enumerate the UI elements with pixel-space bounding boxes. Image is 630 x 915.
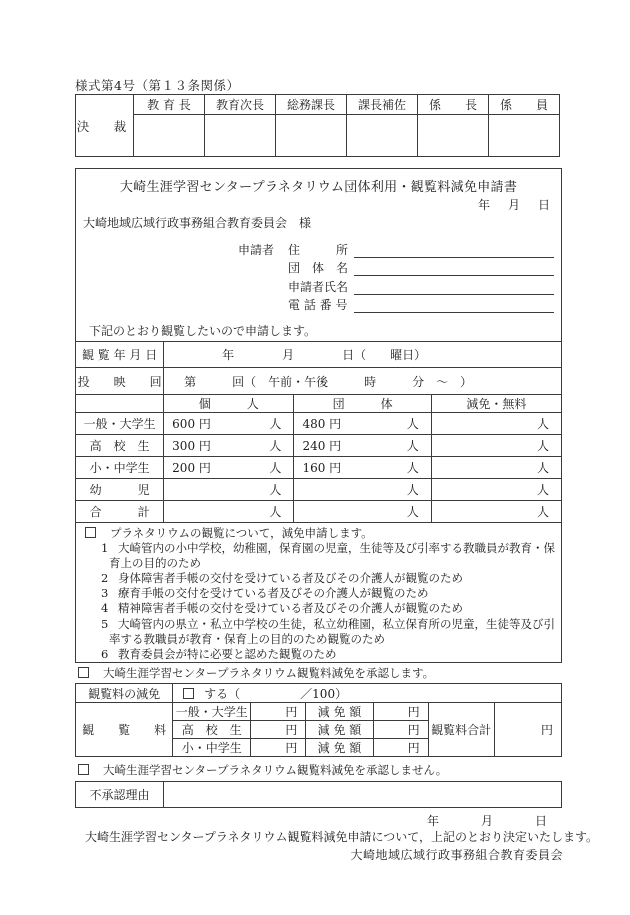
approval-sign-cell[interactable]: [347, 115, 418, 157]
group-name-label: 団 体 名: [288, 261, 349, 275]
unit-price: 600 円: [172, 417, 211, 431]
reason-text: 精神障害者手帳の交付を受けている者及びその介護人が観覧のため: [118, 601, 463, 616]
approval-sign-cell[interactable]: [418, 115, 489, 157]
applicant-prefix-label: 申請者: [238, 242, 275, 257]
viewing-date-row: [76, 342, 562, 368]
reduction-option-text: する（ ／100）: [204, 686, 348, 701]
screening-session-label: 投 映 回: [76, 368, 164, 395]
viewing-date-label: 観 覧 年 月 日: [76, 342, 164, 368]
unit-price: 200 円: [172, 461, 211, 475]
count-cell[interactable]: 人: [164, 501, 294, 523]
unit-price: 160 円: [302, 461, 342, 475]
reason-text: 大崎管内の小中学校，幼稚園，保育園の児童，生徒等及び引率する教職員が教育・保育上の目的のため: [109, 541, 555, 571]
disapproval-reason-table: [75, 781, 562, 808]
deduction-amount-cell[interactable]: 円: [373, 703, 428, 721]
applicant-group-row: [76, 258, 561, 277]
decision-date-line: 年 月 日: [426, 814, 553, 828]
page-title: 大崎生涯学習センタープラネタリウム団体利用・観覧料減免申請書: [119, 180, 518, 195]
approval-col-assistant: 課長補佐: [347, 95, 418, 115]
address-label: 住 所: [288, 242, 349, 257]
exemption-reason-item: [76, 541, 555, 571]
reason-number: 1: [101, 541, 109, 556]
price-row-adult: [76, 413, 562, 435]
exemption-reason-item: [76, 647, 555, 662]
committee-signature: 大崎地域広域行政事務組合教育委員会: [350, 848, 563, 862]
phone-blank-field[interactable]: [354, 298, 554, 313]
applicant-name-row: [76, 276, 561, 295]
approval-row-label: 決 裁: [76, 95, 134, 157]
approval-sign-cell[interactable]: [205, 115, 276, 157]
applicant-name-label: 申請者氏名: [288, 279, 349, 294]
phone-label: 電 話 番 号: [288, 298, 348, 312]
checkbox-icon[interactable]: [85, 527, 96, 538]
reason-number: 4: [101, 601, 109, 616]
exemption-reason-item: [76, 571, 555, 586]
person-unit: 人: [406, 417, 419, 431]
reason-text: 教育委員会が特に必要と認めた観覧のため: [118, 646, 337, 661]
reason-number: 3: [101, 586, 109, 601]
fee-row-adult: [76, 703, 562, 721]
viewing-fee-label: 観 覧 料: [76, 703, 173, 757]
reason-number: 2: [101, 571, 109, 586]
unit-price: 300 円: [172, 439, 211, 453]
price-row-label: 合 計: [76, 501, 164, 523]
person-unit: 人: [269, 461, 282, 475]
reduction-option-cell: [173, 684, 562, 703]
fee-total-label: 観覧料合計: [428, 703, 494, 757]
approval-sign-cell[interactable]: [276, 115, 347, 157]
count-cell[interactable]: 人: [164, 479, 294, 501]
approval-col-deputy: 教育次長: [205, 95, 276, 115]
fee-category-label: 一般・大学生: [173, 703, 251, 721]
applicant-name-blank-field[interactable]: [354, 280, 554, 295]
fee-amount-cell[interactable]: 円: [251, 703, 306, 721]
reduction-row-label: 観覧料の減免: [76, 684, 173, 703]
reason-text: 療育手帳の交付を受けている者及びその介護人が観覧のため: [118, 586, 429, 601]
addressee-line: 大崎地域広域行政事務組合教育委員会 様: [83, 216, 312, 230]
approve-label: 大崎生涯学習センタープラネタリウム観覧料減免を承認します。: [103, 666, 435, 680]
fee-total-cell[interactable]: 円: [494, 703, 561, 757]
fee-reduction-table: [75, 683, 562, 757]
checkbox-icon[interactable]: [183, 688, 194, 699]
deduction-label: 減 免 額: [306, 703, 373, 721]
deduction-label: 減 免 額: [306, 721, 373, 739]
price-row-elementary: [76, 457, 562, 479]
disapprove-checkbox-line: [78, 762, 447, 778]
reason-number: 5: [101, 616, 109, 631]
price-row-label: 小・中学生: [76, 457, 164, 479]
fee-amount-cell[interactable]: 円: [251, 721, 306, 739]
disapproval-reason-blank[interactable]: [164, 782, 562, 808]
count-cell[interactable]: 人: [294, 501, 431, 523]
exemption-request-line: [76, 526, 555, 541]
price-header-exempt: 減免・無料: [431, 395, 561, 413]
exempt-count-cell[interactable]: 人: [431, 457, 561, 479]
approval-col-staff: 係 員: [489, 95, 560, 115]
count-cell[interactable]: 人: [294, 479, 431, 501]
applicant-block: [76, 239, 561, 313]
fee-category-label: 高 校 生: [173, 721, 251, 739]
decision-statement: 大崎生涯学習センタープラネタリウム観覧料減免申請について，上記のとおり決定いたします。: [85, 830, 599, 844]
price-row-highschool: [76, 435, 562, 457]
form-header-section: [76, 169, 562, 342]
disapprove-label: 大崎生涯学習センタープラネタリウム観覧料減免を承認しません。: [103, 763, 448, 777]
exemption-reason-item: [76, 601, 555, 616]
applicant-phone-row: [76, 295, 561, 314]
approval-sign-cell[interactable]: [489, 115, 560, 157]
applicant-address-row: [76, 239, 561, 258]
application-date-line: 年 月 日: [477, 198, 553, 212]
reason-text: 大崎管内の県立・私立中学校の生徒，私立幼稚園，私立保育所の児童，生徒等及び引率する教職員が教育・保育上の目的のため観覧のため: [109, 616, 555, 646]
checkbox-icon[interactable]: [78, 667, 89, 678]
person-unit: 人: [269, 417, 282, 431]
group-name-blank-field[interactable]: [354, 261, 554, 276]
approval-col-chief: 係 長: [418, 95, 489, 115]
reason-number: 6: [101, 646, 109, 661]
exempt-count-cell[interactable]: 人: [431, 479, 561, 501]
application-statement: 下記のとおり観覧したいので申請します。: [89, 324, 317, 338]
price-header-individual: 個 人: [164, 395, 294, 413]
price-row-label: 幼 児: [76, 479, 164, 501]
form-number: 様式第4号（第１３条関係）: [75, 78, 240, 93]
reduction-option-row: [76, 684, 562, 703]
exemption-request-label: プラネタリウムの観覧について，減免申請します。: [110, 526, 373, 540]
price-header-group: 団 体: [294, 395, 431, 413]
address-blank-field[interactable]: [354, 243, 554, 258]
approval-col-superintendent: 教 育 長: [134, 95, 205, 115]
person-unit: 人: [406, 439, 419, 453]
disapproval-reason-label: 不承認理由: [76, 782, 164, 808]
fee-amount-cell[interactable]: 円: [251, 739, 306, 757]
checkbox-icon[interactable]: [78, 764, 89, 775]
exempt-count-cell[interactable]: 人: [431, 413, 561, 435]
exemption-reason-item: [76, 586, 555, 601]
exemption-reason-item: [76, 617, 555, 647]
price-row-label: 一般・大学生: [76, 413, 164, 435]
price-row-label: 高 校 生: [76, 435, 164, 457]
screening-session-blank[interactable]: 第 回（ 午前・午後 時 分 ～ ）: [164, 368, 562, 395]
approve-checkbox-line: [78, 665, 434, 681]
price-row-infant: [76, 479, 562, 501]
viewing-date-blank[interactable]: 年 月 日（ 曜日）: [164, 342, 562, 368]
deduction-amount-cell[interactable]: 円: [373, 721, 428, 739]
exemption-reasons-section: [76, 523, 562, 663]
exempt-count-cell[interactable]: 人: [431, 501, 561, 523]
application-main-table: [75, 168, 562, 663]
price-header-row: [76, 395, 562, 413]
person-unit: 人: [406, 461, 419, 475]
price-row-total: [76, 501, 562, 523]
approval-col-general-affairs: 総務課長: [276, 95, 347, 115]
approval-sign-cell[interactable]: [134, 115, 205, 157]
exempt-count-cell[interactable]: 人: [431, 435, 561, 457]
unit-price: 480 円: [302, 417, 342, 431]
unit-price: 240 円: [302, 439, 342, 453]
approval-stamp-table: [75, 94, 560, 157]
fee-category-label: 小・中学生: [173, 739, 251, 757]
screening-session-row: [76, 368, 562, 395]
reason-text: 身体障害者手帳の交付を受けている者及びその介護人が観覧のため: [118, 571, 463, 586]
deduction-label: 減 免 額: [306, 739, 373, 757]
person-unit: 人: [269, 439, 282, 453]
deduction-amount-cell[interactable]: 円: [373, 739, 428, 757]
